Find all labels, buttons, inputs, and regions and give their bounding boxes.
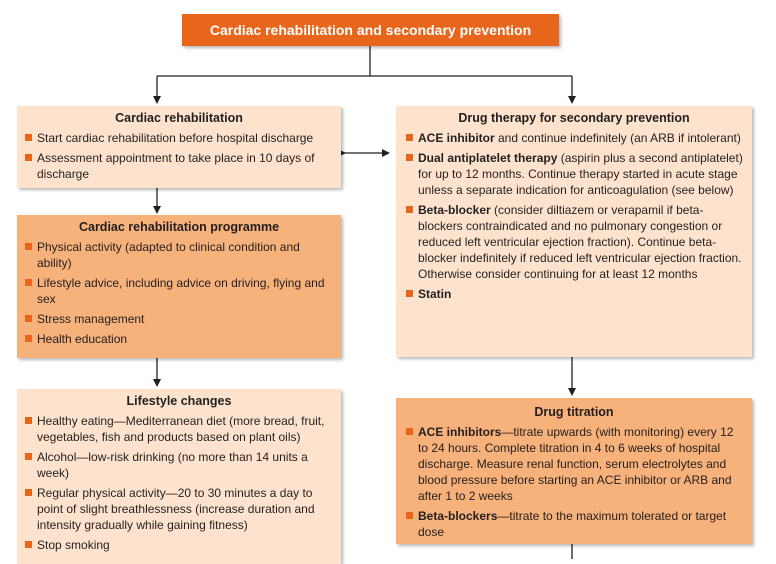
- diagram-title: Cardiac rehabilitation and secondary prevention: [182, 14, 559, 46]
- list-item: ACE inhibitors—titrate upwards (with monitoring) every 12 to 24 hours. Complete titration in 4 to 6 weeks of hospital discharge. Measure renal function, serum electrolytes and blood pressure before starting an ACE inhibitor or ARB and after 1 to 2 weeks: [404, 424, 744, 504]
- rehab-programme-title: Cardiac rehabilitation programme: [78, 220, 280, 234]
- bullet-square-icon: [25, 315, 32, 322]
- list-item: Beta-blockers—titrate to the maximum tolerated or target dose: [404, 508, 744, 540]
- cardiac-rehab-list: [23, 130, 335, 182]
- list-item: Healthy eating—Mediterranean diet (more bread, fruit, vegetables, fish and products based on plant oils): [23, 413, 335, 445]
- bullet-square-icon: [25, 417, 32, 424]
- bullet-square-icon: [406, 290, 413, 297]
- list-item: Statin: [404, 286, 744, 302]
- list-item: Alcohol—low-risk drinking (no more than 14 units a week): [23, 449, 335, 481]
- bullet-square-icon: [25, 453, 32, 460]
- drug-therapy-box: [396, 106, 752, 357]
- list-item: Stop smoking: [23, 537, 335, 553]
- drug-therapy-list: [404, 130, 744, 302]
- list-item: Lifestyle advice, including advice on driving, flying and sex: [23, 275, 335, 307]
- lifestyle-box: [17, 389, 341, 564]
- bullet-square-icon: [25, 489, 32, 496]
- bullet-square-icon: [25, 335, 32, 342]
- titration-box: [396, 398, 752, 544]
- bullet-square-icon: [25, 243, 32, 250]
- bullet-square-icon: [406, 512, 413, 519]
- bullet-square-icon: [406, 206, 413, 213]
- bullet-square-icon: [25, 154, 32, 161]
- list-item: ACE inhibitor and continue indefinitely (an ARB if intolerant): [404, 130, 744, 146]
- list-item: Beta-blocker (consider diltiazem or verapamil if beta-blockers contraindicated and no pulmonary congestion or reduced left ventricular ejection fraction). Continue beta-blocker indefinitely if reduced left ventricular ejection fraction. Otherwise consider continuing for at least 12 months: [404, 202, 744, 282]
- bullet-square-icon: [406, 154, 413, 161]
- bullet-square-icon: [406, 134, 413, 141]
- titration-list: [404, 424, 744, 540]
- list-item: Stress management: [23, 311, 335, 327]
- titration-title: Drug titration: [534, 405, 614, 419]
- bullet-square-icon: [25, 279, 32, 286]
- cardiac-rehab-title: Cardiac rehabilitation: [115, 111, 243, 125]
- list-item: Start cardiac rehabilitation before hospital discharge: [23, 130, 335, 146]
- list-item: Regular physical activity—20 to 30 minutes a day to point of slight breathlessness (increase duration and intensity gradually while gaining fitness): [23, 485, 335, 533]
- list-item: Physical activity (adapted to clinical condition and ability): [23, 239, 335, 271]
- rehab-programme-box: [17, 215, 341, 358]
- list-item: Health education: [23, 331, 335, 347]
- list-item: Assessment appointment to take place in 10 days of discharge: [23, 150, 335, 182]
- cardiac-rehab-box: [17, 106, 341, 188]
- bullet-square-icon: [25, 541, 32, 548]
- lifestyle-title: Lifestyle changes: [126, 394, 232, 408]
- bullet-square-icon: [406, 428, 413, 435]
- drug-therapy-title: Drug therapy for secondary prevention: [458, 111, 690, 125]
- rehab-programme-list: [23, 239, 335, 347]
- bullet-square-icon: [25, 134, 32, 141]
- lifestyle-list: [23, 413, 335, 553]
- list-item: Dual antiplatelet therapy (aspirin plus a second antiplatelet) for up to 12 months. Continue therapy started in acute stage unless a separate indication for anticoagulation (see below): [404, 150, 744, 198]
